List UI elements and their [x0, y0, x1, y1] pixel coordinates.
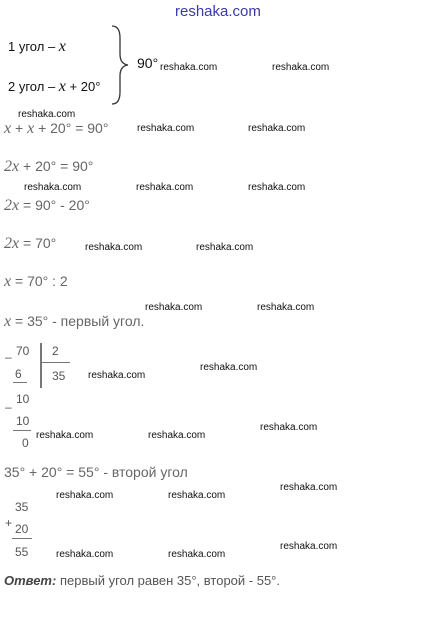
watermark: reshaka.com — [196, 242, 254, 253]
given-line-1-label: 1 угол – — [8, 39, 56, 54]
watermark: reshaka.com — [85, 242, 143, 253]
step-1-var-2: x — [27, 120, 35, 137]
watermark: reshaka.com — [145, 302, 203, 313]
watermark-top: reshaka.com — [175, 3, 261, 20]
given-line-2-rest: + 20° — [69, 79, 101, 94]
curly-brace — [108, 24, 132, 106]
answer-label: Ответ: — [4, 573, 57, 588]
watermark: reshaka.com — [88, 370, 146, 381]
step-1-rest: + 20° = 90° — [34, 120, 109, 136]
watermark: reshaka.com — [36, 430, 94, 441]
watermark: reshaka.com — [257, 302, 315, 313]
division-minus-1: – — [5, 350, 12, 364]
division-bar-horizontal — [40, 362, 70, 363]
addition-term-1: 35 — [15, 500, 29, 514]
step-3-var: 2x — [4, 197, 20, 214]
watermark: reshaka.com — [148, 430, 206, 441]
step-6 — [4, 313, 144, 331]
step-4-var: 2x — [4, 235, 20, 252]
division-remainder-2: 0 — [22, 436, 29, 450]
step-1 — [4, 120, 108, 138]
watermark: reshaka.com — [260, 422, 318, 433]
addition-underline — [12, 538, 32, 539]
division-bar-vertical — [40, 343, 42, 388]
step-1-var-1: x — [4, 120, 12, 137]
step-5 — [4, 273, 68, 291]
given-line-2-var: x — [58, 78, 66, 95]
step-4 — [4, 235, 56, 253]
watermark: reshaka.com — [24, 182, 82, 193]
watermark: reshaka.com — [56, 490, 114, 501]
watermark: reshaka.com — [136, 182, 194, 193]
division-dividend: 70 — [16, 344, 30, 358]
watermark: reshaka.com — [280, 541, 338, 552]
given-line-2 — [8, 78, 100, 96]
step-2-var: 2x — [4, 158, 20, 175]
given-line-2-label: 2 угол – — [8, 79, 56, 94]
watermark: reshaka.com — [56, 549, 114, 560]
division-underline-1 — [13, 382, 27, 383]
watermark: reshaka.com — [248, 182, 306, 193]
given-line-1 — [8, 38, 66, 56]
step-3-rest: = 90° - 20° — [19, 197, 90, 213]
step-1-plus: + — [11, 120, 28, 136]
addition-sum: 55 — [15, 545, 29, 559]
step-5-var: x — [4, 273, 12, 290]
addition-sign: + — [5, 516, 13, 530]
watermark: reshaka.com — [160, 62, 218, 73]
step-5-rest: = 70° : 2 — [11, 273, 68, 289]
watermark: reshaka.com — [280, 482, 338, 493]
watermark: reshaka.com — [168, 549, 226, 560]
answer-line — [4, 573, 280, 588]
division-minus-2: – — [5, 400, 12, 414]
step-2 — [4, 158, 93, 176]
watermark: reshaka.com — [137, 123, 195, 134]
division-subtrahend-2: 10 — [16, 414, 30, 428]
division-subtrahend-1: 6 — [15, 367, 22, 381]
watermark: reshaka.com — [248, 123, 306, 134]
division-underline-2 — [13, 430, 31, 431]
watermark: reshaka.com — [18, 109, 76, 120]
step-2-rest: + 20° = 90° — [19, 158, 94, 174]
step-6-var: x — [4, 313, 12, 330]
answer-text: первый угол равен 35°, второй - 55°. — [56, 573, 280, 588]
watermark: reshaka.com — [168, 490, 226, 501]
step-4-rest: = 70° — [19, 235, 57, 251]
given-sum: 90° — [137, 55, 159, 71]
division-divisor: 2 — [52, 344, 59, 358]
watermark: reshaka.com — [272, 62, 330, 73]
watermark: reshaka.com — [200, 362, 258, 373]
given-line-1-var: x — [58, 38, 66, 55]
step-3 — [4, 197, 90, 215]
division-remainder-1: 10 — [16, 392, 30, 406]
addition-term-2: 20 — [15, 522, 29, 536]
division-quotient: 35 — [52, 369, 66, 383]
step-6-rest: = 35° - первый угол. — [11, 313, 145, 329]
second-angle-equation: 35° + 20° = 55° - второй угол — [4, 464, 188, 480]
